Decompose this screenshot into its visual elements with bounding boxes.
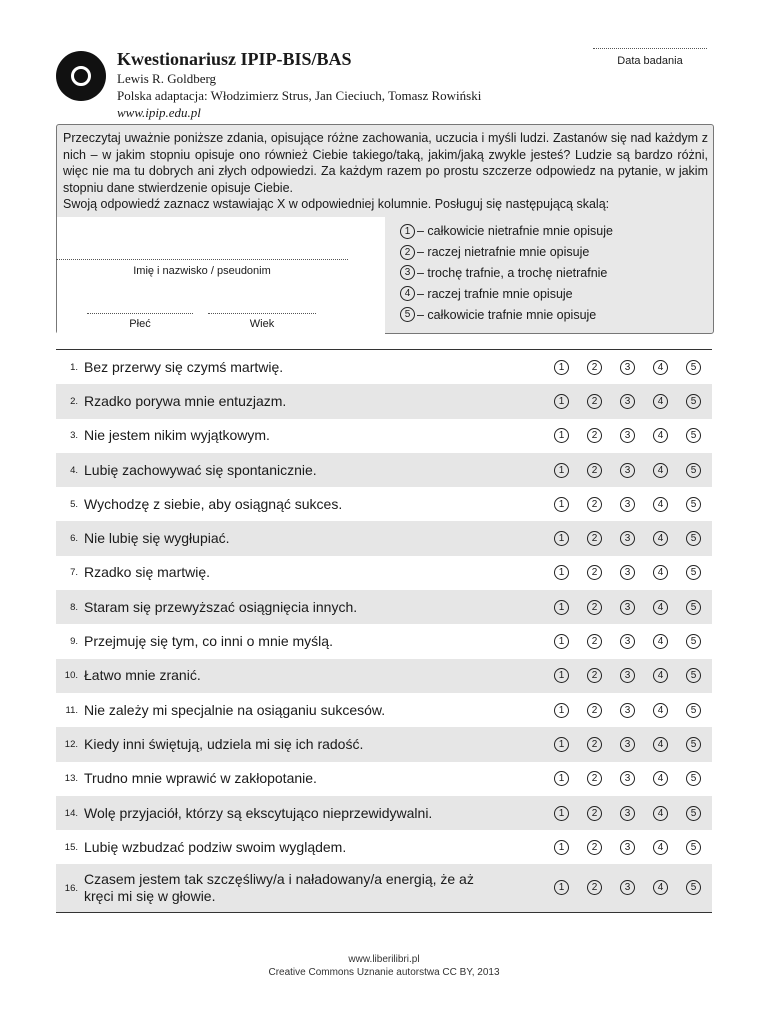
table-row bbox=[56, 830, 712, 864]
item-statement: Wolę przyjaciół, którzy są ekscytująco nieprzewidywalni. bbox=[84, 804, 433, 821]
answer-option-1[interactable]: 1 bbox=[554, 565, 569, 580]
answer-option-1[interactable]: 1 bbox=[554, 497, 569, 512]
answer-options bbox=[554, 531, 719, 546]
answer-option-5[interactable]: 5 bbox=[686, 394, 701, 409]
page-title: Kwestionariusz IPIP-BIS/BAS bbox=[117, 49, 352, 69]
answer-option-5[interactable]: 5 bbox=[686, 880, 701, 895]
item-statement: Nie lubię się wygłupiać. bbox=[84, 530, 230, 547]
table-row bbox=[56, 384, 712, 418]
instructions-box bbox=[56, 124, 714, 334]
date-field[interactable] bbox=[593, 48, 707, 49]
author: Lewis R. Goldberg bbox=[117, 71, 217, 86]
answer-option-1[interactable]: 1 bbox=[554, 737, 569, 752]
answer-option-2[interactable]: 2 bbox=[587, 565, 602, 580]
answer-option-1[interactable]: 1 bbox=[554, 634, 569, 649]
answer-option-5[interactable]: 5 bbox=[686, 634, 701, 649]
answer-option-5[interactable]: 5 bbox=[686, 600, 701, 615]
answer-option-1[interactable]: 1 bbox=[554, 880, 569, 895]
answer-options bbox=[554, 565, 719, 580]
answer-options bbox=[554, 463, 719, 478]
footer bbox=[0, 953, 768, 979]
answer-option-1[interactable]: 1 bbox=[554, 531, 569, 546]
item-statement: Nie zależy mi specjalnie na osiąganiu sukcesów. bbox=[84, 701, 386, 718]
answer-options bbox=[554, 737, 719, 752]
answer-option-5[interactable]: 5 bbox=[686, 360, 701, 375]
answer-option-4[interactable]: 4 bbox=[653, 497, 668, 512]
answer-options bbox=[554, 840, 719, 855]
table-row bbox=[56, 864, 712, 912]
answer-option-5[interactable]: 5 bbox=[686, 703, 701, 718]
answer-option-1[interactable]: 1 bbox=[554, 840, 569, 855]
header bbox=[117, 49, 481, 121]
answer-option-5[interactable]: 5 bbox=[686, 840, 701, 855]
answer-option-5[interactable]: 5 bbox=[686, 565, 701, 580]
answer-option-4[interactable]: 4 bbox=[653, 531, 668, 546]
name-label: Imię i nazwisko / pseudonim bbox=[133, 265, 271, 277]
scale-item: 2 – raczej nietrafnie mnie opisuje bbox=[400, 242, 613, 263]
item-statement: Trudno mnie wprawić w zakłopotanie. bbox=[84, 770, 317, 787]
answer-option-3[interactable]: 3 bbox=[620, 880, 635, 895]
answer-option-3[interactable]: 3 bbox=[620, 497, 635, 512]
item-statement: Wychodzę z siebie, aby osiągnąć sukces. bbox=[84, 495, 343, 512]
footer-license: Creative Commons Uznanie autorstwa CC BY, 2013 bbox=[268, 967, 500, 978]
answer-option-5[interactable]: 5 bbox=[686, 463, 701, 478]
item-number: 13. bbox=[64, 773, 78, 785]
answer-option-2[interactable]: 2 bbox=[587, 360, 602, 375]
answer-option-3[interactable]: 3 bbox=[620, 463, 635, 478]
item-number: 9. bbox=[70, 636, 78, 648]
scale-item: 5 – całkowicie trafnie mnie opisuje bbox=[400, 304, 613, 325]
answer-options bbox=[554, 703, 719, 718]
answer-option-2[interactable]: 2 bbox=[587, 497, 602, 512]
answer-options bbox=[554, 668, 719, 683]
table-row bbox=[56, 762, 712, 796]
item-number: 2. bbox=[70, 395, 78, 407]
scale-item: 3 – trochę trafnie, a trochę nietrafnie bbox=[400, 263, 613, 284]
answer-option-1[interactable]: 1 bbox=[554, 360, 569, 375]
answer-options bbox=[554, 771, 719, 786]
answer-option-4[interactable]: 4 bbox=[653, 737, 668, 752]
answer-option-2[interactable]: 2 bbox=[587, 840, 602, 855]
answer-option-5[interactable]: 5 bbox=[686, 428, 701, 443]
answer-option-1[interactable]: 1 bbox=[554, 394, 569, 409]
answer-option-4[interactable]: 4 bbox=[653, 565, 668, 580]
item-number: 12. bbox=[64, 738, 78, 750]
answer-option-1[interactable]: 1 bbox=[554, 428, 569, 443]
item-number: 10. bbox=[64, 670, 78, 682]
answer-option-4[interactable]: 4 bbox=[653, 840, 668, 855]
answer-option-4[interactable]: 4 bbox=[653, 880, 668, 895]
answer-option-4[interactable]: 4 bbox=[653, 600, 668, 615]
answer-option-1[interactable]: 1 bbox=[554, 600, 569, 615]
item-number: 6. bbox=[70, 533, 78, 545]
age-label: Wiek bbox=[249, 318, 275, 330]
answer-option-3[interactable]: 3 bbox=[620, 600, 635, 615]
table-row bbox=[56, 796, 712, 830]
answer-option-5[interactable]: 5 bbox=[686, 668, 701, 683]
answer-option-2[interactable]: 2 bbox=[587, 463, 602, 478]
item-statement: Staram się przewyższać osiągnięcia innych. bbox=[84, 598, 358, 615]
item-statement: Łatwo mnie zranić. bbox=[84, 667, 201, 684]
answer-option-3[interactable]: 3 bbox=[620, 360, 635, 375]
item-number: 15. bbox=[64, 841, 78, 853]
table-row bbox=[56, 727, 712, 761]
answer-options bbox=[554, 600, 719, 615]
scale-item: 1 – całkowicie nietrafnie mnie opisuje bbox=[400, 221, 613, 242]
answer-option-3[interactable]: 3 bbox=[620, 840, 635, 855]
answer-option-4[interactable]: 4 bbox=[653, 360, 668, 375]
table-row bbox=[56, 521, 712, 555]
item-number: 7. bbox=[70, 567, 78, 579]
answer-option-4[interactable]: 4 bbox=[653, 771, 668, 786]
scale-item: 4 – raczej trafnie mnie opisuje bbox=[400, 283, 613, 304]
questionnaire-table bbox=[56, 349, 712, 913]
answer-option-3[interactable]: 3 bbox=[620, 394, 635, 409]
answer-option-2[interactable]: 2 bbox=[587, 668, 602, 683]
table-row bbox=[56, 556, 712, 590]
answer-option-2[interactable]: 2 bbox=[587, 600, 602, 615]
item-number: 3. bbox=[70, 430, 78, 442]
table-row bbox=[56, 419, 712, 453]
answer-option-1[interactable]: 1 bbox=[554, 771, 569, 786]
table-row bbox=[56, 487, 712, 521]
answer-option-4[interactable]: 4 bbox=[653, 394, 668, 409]
answer-option-3[interactable]: 3 bbox=[620, 565, 635, 580]
item-statement: Czasem jestem tak szczęśliwy/a i naładowany/a energią, że aż kręci mi się w głowie. bbox=[84, 871, 474, 905]
item-statement: Kiedy inni świętują, udziela mi się ich radość. bbox=[84, 735, 364, 752]
table-row bbox=[56, 693, 712, 727]
item-statement: Przejmuję się tym, co inni o mnie myślą. bbox=[84, 633, 333, 650]
age-field[interactable] bbox=[208, 313, 316, 314]
answer-option-2[interactable]: 2 bbox=[587, 880, 602, 895]
answer-option-4[interactable]: 4 bbox=[653, 806, 668, 821]
answer-option-2[interactable]: 2 bbox=[587, 771, 602, 786]
item-number: 11. bbox=[65, 704, 78, 716]
answer-option-2[interactable]: 2 bbox=[587, 703, 602, 718]
item-number: 14. bbox=[64, 807, 78, 819]
date-label: Data badania bbox=[617, 55, 683, 67]
answer-option-5[interactable]: 5 bbox=[686, 737, 701, 752]
item-statement: Nie jestem nikim wyjątkowym. bbox=[84, 427, 270, 444]
answer-option-2[interactable]: 2 bbox=[587, 634, 602, 649]
answer-options bbox=[554, 880, 719, 895]
answer-options bbox=[554, 634, 719, 649]
answer-option-4[interactable]: 4 bbox=[653, 668, 668, 683]
sex-label: Płeć bbox=[129, 318, 151, 330]
answer-option-4[interactable]: 4 bbox=[653, 463, 668, 478]
answer-option-2[interactable]: 2 bbox=[587, 531, 602, 546]
item-number: 1. bbox=[70, 361, 78, 373]
answer-option-5[interactable]: 5 bbox=[686, 531, 701, 546]
answer-option-5[interactable]: 5 bbox=[686, 806, 701, 821]
answer-option-3[interactable]: 3 bbox=[620, 703, 635, 718]
answer-option-1[interactable]: 1 bbox=[554, 703, 569, 718]
answer-option-2[interactable]: 2 bbox=[587, 394, 602, 409]
answer-option-3[interactable]: 3 bbox=[620, 668, 635, 683]
website-url: www.ipip.edu.pl bbox=[117, 105, 201, 120]
answer-option-4[interactable]: 4 bbox=[653, 428, 668, 443]
scale-legend bbox=[400, 221, 613, 325]
instructions-text: Przeczytaj uważnie poniższe zdania, opisujące różne zachowania, uczucia i myśli ludzi. Zastanów się nad każdym z nich – w jakim stopniu opisuje ono również Ciebie takiego/taką, jakim/jaką zwykle jesteś? Ludzie są bardzo różni, więc nie ma tu dobrych ani złych odpowiedzi. Za każdym razem po prostu szczerze odpowiedz na pytanie, w jakim stopniu dane stwierdzenie opisuje Ciebie. Swoją odpowiedź zaznacz wstawiając X w odpowiedniej kolumnie. Posługuj się następującą skalą: bbox=[63, 131, 708, 211]
ipip-logo bbox=[56, 51, 106, 101]
item-number: 8. bbox=[70, 601, 78, 613]
answer-options bbox=[554, 360, 719, 375]
answer-option-3[interactable]: 3 bbox=[620, 771, 635, 786]
answer-option-1[interactable]: 1 bbox=[554, 463, 569, 478]
answer-option-1[interactable]: 1 bbox=[554, 806, 569, 821]
answer-option-3[interactable]: 3 bbox=[620, 428, 635, 443]
table-row bbox=[56, 590, 712, 624]
item-number: 16. bbox=[64, 882, 78, 894]
item-statement: Lubię wzbudzać podziw swoim wyglądem. bbox=[84, 838, 347, 855]
answer-option-3[interactable]: 3 bbox=[620, 737, 635, 752]
answer-option-3[interactable]: 3 bbox=[620, 531, 635, 546]
answer-options bbox=[554, 428, 719, 443]
item-statement: Bez przerwy się czymś martwię. bbox=[84, 358, 284, 375]
answer-option-3[interactable]: 3 bbox=[620, 634, 635, 649]
item-statement: Lubię zachowywać się spontanicznie. bbox=[84, 461, 317, 478]
item-statement: Rzadko porywa mnie entuzjazm. bbox=[84, 392, 287, 409]
answer-option-5[interactable]: 5 bbox=[686, 771, 701, 786]
answer-option-2[interactable]: 2 bbox=[587, 428, 602, 443]
table-row bbox=[56, 624, 712, 658]
answer-options bbox=[554, 394, 719, 409]
adaptation-credits: Polska adaptacja: Włodzimierz Strus, Jan Cieciuch, Tomasz Rowiński bbox=[117, 88, 482, 103]
footer-url: www.liberilibri.pl bbox=[348, 954, 420, 965]
item-statement: Rzadko się martwię. bbox=[84, 564, 211, 581]
sex-field[interactable] bbox=[87, 313, 193, 314]
answer-option-4[interactable]: 4 bbox=[653, 634, 668, 649]
item-number: 5. bbox=[70, 498, 78, 510]
answer-option-1[interactable]: 1 bbox=[554, 668, 569, 683]
answer-options bbox=[554, 497, 719, 512]
answer-option-2[interactable]: 2 bbox=[587, 737, 602, 752]
answer-option-4[interactable]: 4 bbox=[653, 703, 668, 718]
table-row bbox=[56, 453, 712, 487]
answer-option-5[interactable]: 5 bbox=[686, 497, 701, 512]
answer-option-2[interactable]: 2 bbox=[587, 806, 602, 821]
answer-options bbox=[554, 806, 719, 821]
answer-option-3[interactable]: 3 bbox=[620, 806, 635, 821]
table-row bbox=[56, 659, 712, 693]
name-field[interactable] bbox=[56, 259, 348, 260]
item-number: 4. bbox=[70, 464, 78, 476]
table-row bbox=[56, 350, 712, 384]
